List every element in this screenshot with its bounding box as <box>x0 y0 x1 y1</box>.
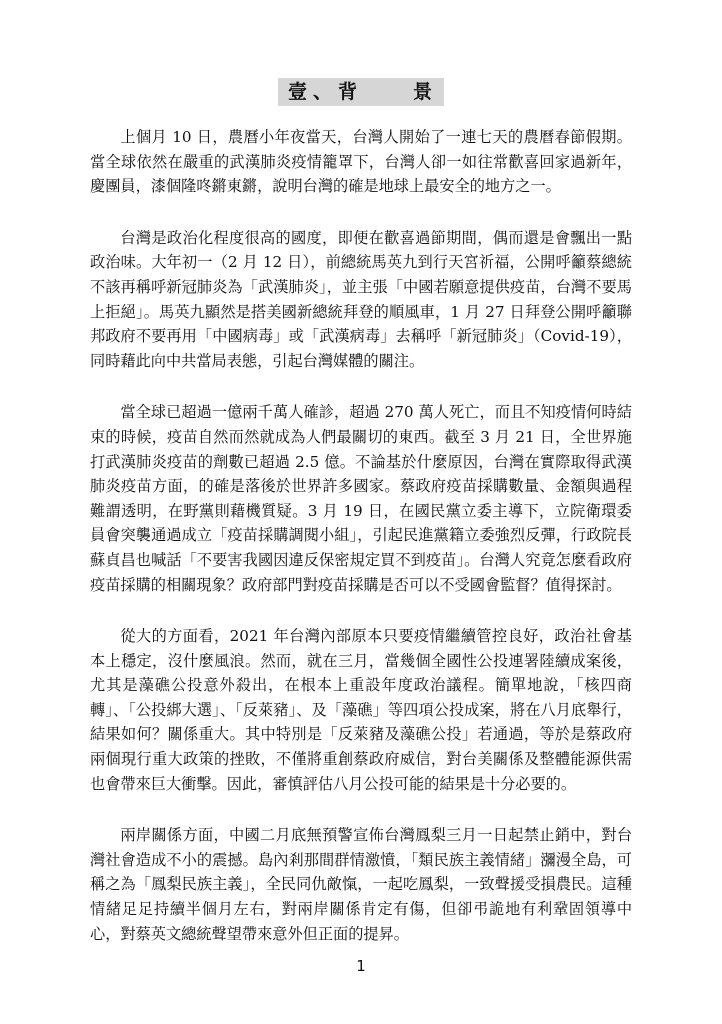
section-heading: 壹、背 景 <box>278 78 444 106</box>
paragraph-4: 從大的方面看，2021 年台灣內部原本只要疫情繼續管控良好，政治社會基本上穩定，沒什麼風浪。然而，就在三月，當幾個全國性公投連署陸續成案後，尤其是藻礁公投意外殺出，在根本上重設年度政治議程。簡單地說，「核四商轉」、「公投綁大選」、「反萊豬」、及「藻礁」等四項公投成案，將在八月底舉行，結果如何？關係重大。其中特別是「反萊豬及藻礁公投」若通過，等於是蔡政府兩個現行重大政策的挫敗，不僅將重創蔡政府威信，對台美關係及整體能源供需也會帶來巨大衝擊。因此，審慎評估八月公投可能的結果是十分必要的。 <box>90 627 632 793</box>
page-number: 1 <box>356 957 366 975</box>
paragraph-2: 台灣是政治化程度很高的國度，即便在歡喜過節期間，偶而還是會飄出一點政治味。大年初一（2 月 12 日），前總統馬英九到行天宮祈福，公開呼籲蔡總統不該再稱呼新冠肺炎為「武漢肺炎」，並主張「中國若願意提供疫苗，台灣不要馬上拒絕」。馬英九顯然是搭美國新總統拜登的順風車，1 月 27 日拜登公開呼籲聯邦政府不要再用「中國病毒」或「武漢病毒」去稱呼「新冠肺炎」（Covid-19），同時藉此向中共當局表態，引起台灣媒體的關注。 <box>90 228 632 370</box>
paragraph-1: 上個月 10 日，農曆小年夜當天，台灣人開始了一連七天的農曆春節假期。當全球依然在嚴重的武漢肺炎疫情籠罩下，台灣人卻一如往常歡喜回家過新年，慶團員，漆個隆咚鏘東鏘，說明台灣的確是地球上最安全的地方之一。 <box>90 128 632 196</box>
paragraph-3: 當全球已超過一億兩千萬人確診，超過 270 萬人死亡，而且不知疫情何時結束的時候，疫苗自然而然就成為人們最關切的東西。截至 3 月 21 日，全世界施打武漢肺炎疫苗的劑數已超過 2.5 億。不論基於什麼原因，台灣在實際取得武漢肺炎疫苗方面，的確是落後於世界許多國家。蔡政府疫苗採購數量、金額與過程難謂透明，在野黨則藉機質疑。3 月 19 日，在國民黨立委主導下，立院衛環委員會突襲通過成立「疫苗採購調閱小組」，引起民進黨籍立委強烈反彈，行政院長蘇貞昌也喊話「不要害我國因違反保密規定買不到疫苗」。台灣人究竟怎麼看政府疫苗採購的相關現象？政府部門對疫苗採購是否可以不受國會監督？值得探討。 <box>90 403 632 594</box>
section-heading-wrap <box>0 78 722 106</box>
paragraph-5: 兩岸關係方面，中國二月底無預警宣佈台灣鳳梨三月一日起禁止銷中，對台灣社會造成不小的震撼。島內剎那間群情激憤，「類民族主義情緒」瀰漫全島，可稱之為「鳳梨民族主義」，全民同仇敵愾，一起吃鳳梨，一致聲援受損農民。這種情緒足足持續半個月左右，對兩岸關係肯定有傷，但卻弔詭地有利鞏固領導中心，對蔡英文總統聲望帶來意外但正面的提昇。 <box>90 826 632 943</box>
document-body <box>90 125 632 973</box>
